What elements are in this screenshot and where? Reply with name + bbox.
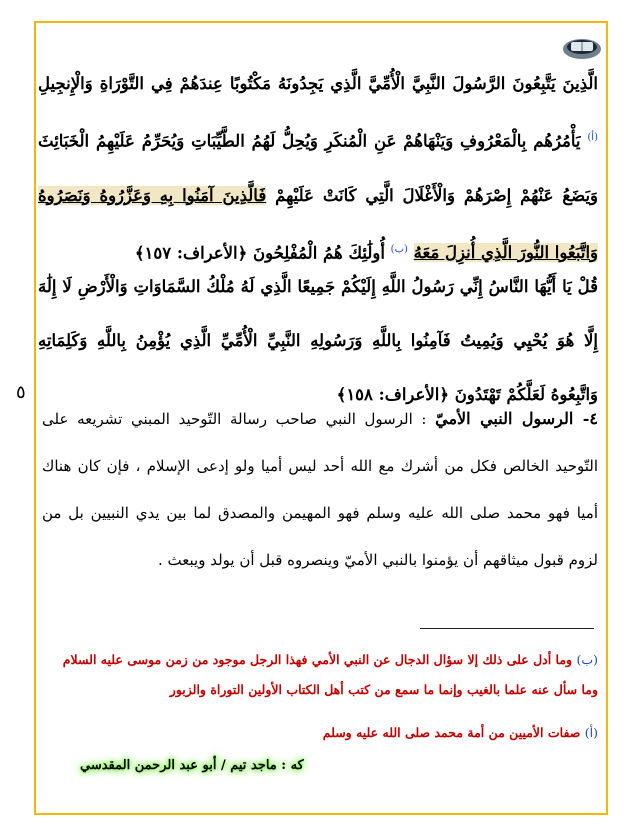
footnote-a-text: صفات الأميين من أمة محمد صلى الله عليه وسلم xyxy=(322,725,581,740)
verse157-part3: أُولَٰئِكَ هُمُ الْمُفْلِحُونَ ﴿الأعراف: ١٥٧﴾ xyxy=(134,243,385,262)
footnote-b-text: وما أدل على ذلك إلا سؤال الدجال عن النبي الأمي فهذا الرجل موجود من زمن موسى عليه السلام وما سأل عنه علما بالغيب وإنما ما سمع من كتب أهل الكتاب الأولين التوراة والزبور xyxy=(62,652,598,697)
verse157-part1: الَّذِينَ يَتَّبِعُونَ الرَّسُولَ النَّبِيَّ الْأُمِّيَّ الَّذِي يَجِدُونَهُ مَكْتُوبًا عِندَهُمْ فِي التَّوْرَاةِ وَالْإِنجِيلِ xyxy=(38,74,598,93)
highlighted-verse-segment: فَالَّذِينَ آمَنُوا بِهِ وَعَزَّرُوهُ وَنَصَرُوهُ وَاتَّبَعُوا النُّورَ الَّذِي أُنزِلَ مَعَهُ xyxy=(38,185,598,262)
paragraph-title: ٤- الرسول النبي الأميّ xyxy=(435,409,598,428)
paragraph-body: : الرسول النبي صاحب رسالة التّوحيد المبني تشريعه على التّوحيد الخالص فكل من أشرك مع الله أحد ليس أميا ولو إدعى الإسلام ، فإن كان هناك أميا فهو محمد صلى الله عليه وسلم فهو المهيمن والمصدق لما بين يدي النبيين بل من لزوم قبول ميثاقهم أن يؤمنوا بالنبي الأميّ وينصروه قبل أن يولد ويبعث . xyxy=(42,410,598,569)
footnote-divider xyxy=(420,628,594,629)
footnote-b-marker[interactable]: (ب) xyxy=(390,243,408,255)
author-signature: كه : ماجد تيم / أبو عبد الرحمن المقدسي xyxy=(80,758,304,773)
body-paragraph xyxy=(42,395,598,584)
quran-verse-157 xyxy=(38,57,598,280)
footnote-a-label: (أ) xyxy=(584,725,598,740)
footnote-a-marker[interactable]: (أ) xyxy=(587,132,598,143)
page-number: ٥ xyxy=(16,382,26,403)
footnote-b-label: (ب) xyxy=(576,652,598,667)
footnote-b xyxy=(42,645,598,705)
quran-verse-158: قُلْ يَا أَيُّهَا النَّاسُ إِنِّي رَسُولُ اللَّهِ إِلَيْكُمْ جَمِيعًا الَّذِي لَهُ مُلْكُ السَّمَاوَاتِ وَالْأَرْضِ لَا إِلَٰهَ إِلَّا هُوَ يُحْيِي وَيُمِيتُ فَآمِنُوا بِاللَّهِ وَرَسُولِهِ النَّبِيِّ الْأُمِّيِّ الَّذِي يُؤْمِنُ بِاللَّهِ وَكَلِمَاتِهِ وَاتَّبِعُوهُ لَعَلَّكُمْ تَهْتَدُونَ ﴿الأعراف: ١٥٨﴾ xyxy=(38,277,598,404)
footnote-a xyxy=(42,718,598,748)
verse157-part2: يَأْمُرُهُم بِالْمَعْرُوفِ وَيَنْهَاهُمْ عَنِ الْمُنكَرِ وَيُحِلُّ لَهُمُ الطَّيِّبَاتِ وَيُحَرِّمُ عَلَيْهِمُ الْخَبَائِثَ وَيَضَعُ عَنْهُمْ إِصْرَهُمْ وَالْأَغْلَالَ الَّتِي كَانَتْ عَلَيْهِمْ xyxy=(38,131,599,205)
